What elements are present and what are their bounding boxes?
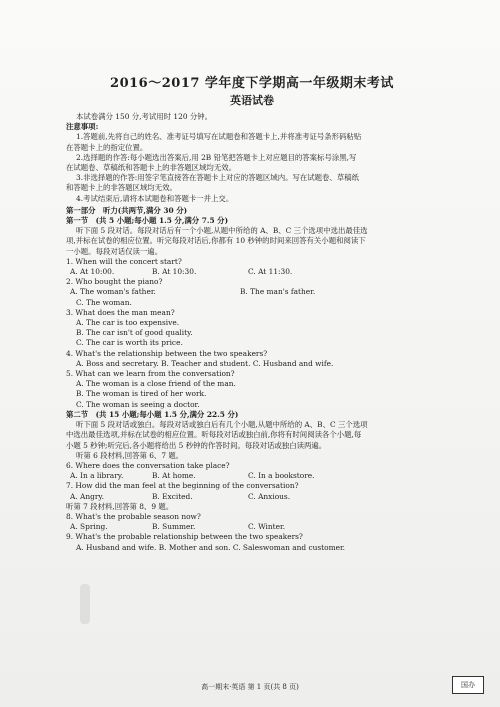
section2-instruction: 小题 5 秒钟;听完后,各小题将给出 5 秒钟的作答时间。每段对话或独白读两遍。 bbox=[66, 440, 327, 450]
question-stem: 6. Where does the conversation take place? bbox=[66, 460, 230, 470]
option-b: B. Excited. bbox=[152, 491, 193, 501]
option-a: A. In a library. bbox=[70, 471, 124, 481]
option-c: C. The woman. bbox=[76, 297, 132, 307]
notice-line: 1.答题前,先将自己的姓名、准考证号填写在试题卷和答题卡上,并将准考证号条形码粘贴 bbox=[76, 132, 362, 142]
option-a: A. The woman is a close friend of the man. bbox=[76, 379, 236, 389]
question-options: A. Husband and wife. B. Mother and son. C. Saleswoman and customer. bbox=[76, 542, 346, 552]
option-b: B. The woman is tired of her work. bbox=[76, 389, 207, 399]
section2-material-note: 听第 6 段材料,回答第 6、7 题。 bbox=[76, 450, 184, 460]
scoring-note: 本试卷满分 150 分,考试用时 120 分钟。 bbox=[76, 112, 213, 121]
option-c: C. Winter. bbox=[248, 522, 286, 532]
question-stem: 3. What does the man mean? bbox=[66, 307, 175, 317]
option-a: A. The car is too expensive. bbox=[76, 318, 180, 328]
option-b: B. The man's father. bbox=[240, 287, 316, 297]
option-c: C. At 11:30. bbox=[248, 267, 293, 277]
page-footer: 高一期末·英语 第 1 页(共 8 页) bbox=[201, 683, 299, 691]
option-c: C. In a bookstore. bbox=[248, 471, 315, 481]
question-stem: 1. When will the concert start? bbox=[66, 256, 182, 266]
section1-heading: 第一节 (共 5 小题;每小题 1.5 分,满分 7.5 分) bbox=[66, 216, 229, 226]
option-c: C. The car is worth its price. bbox=[76, 338, 183, 348]
question-stem: 8. What's the probable season now? bbox=[66, 511, 201, 521]
exam-subtitle: 英语试卷 bbox=[230, 94, 274, 107]
corner-stamp: 国办 bbox=[452, 676, 484, 694]
option-c: C. The woman is seeing a doctor. bbox=[76, 399, 200, 409]
question-options bbox=[66, 522, 438, 532]
notice-line: 在试题卷、草稿纸和答题卡上的非答题区域均无效。 bbox=[66, 163, 236, 173]
option-a: A. Angry. bbox=[70, 491, 104, 501]
notice-line: 4.考试结束后,请将本试题卷和答题卡一并上交。 bbox=[76, 193, 234, 203]
question-stem: 4. What's the relationship between the two speakers? bbox=[66, 348, 268, 358]
notice-line: 在答题卡上的指定位置。 bbox=[66, 142, 148, 152]
option-b: B. At 10:30. bbox=[152, 267, 197, 277]
page-content bbox=[66, 76, 438, 553]
question-options bbox=[66, 287, 438, 297]
question-stem: 9. What's the probable relationship between the two speakers? bbox=[66, 532, 303, 542]
part1-heading: 第一部分 听力(共两节,满分 30 分) bbox=[66, 205, 188, 215]
material-note: 听第 7 段材料,回答第 8、9 题。 bbox=[66, 501, 174, 511]
question-stem: 5. What can we learn from the conversation? bbox=[66, 369, 235, 379]
section2-heading: 第二节 (共 15 小题;每小题 1.5 分,满分 22.5 分) bbox=[66, 409, 239, 419]
scan-smudge bbox=[80, 584, 90, 624]
notice-title: 注意事项: bbox=[66, 122, 99, 132]
notice-line: 和答题卡上的非答题区域均无效。 bbox=[66, 183, 177, 193]
question-stem: 7. How did the man feel at the beginning of the conversation? bbox=[66, 481, 299, 491]
notice-line: 2.选择题的作答:每小题选出答案后,用 2B 铅笔把答题卡上对应题目的答案标号涂黑,写 bbox=[76, 152, 357, 162]
question-options bbox=[66, 492, 438, 502]
option-c: C. Anxious. bbox=[248, 491, 291, 501]
exam-title: 2016～2017 学年度下学期高一年级期末考试 bbox=[110, 76, 394, 91]
option-a: A. Spring. bbox=[70, 522, 108, 532]
section1-instruction: 听下面 5 段对话。每段对话后有一个小题,从题中所给的 A、B、C 三个选项中选出最佳选 bbox=[76, 226, 368, 236]
section1-instruction: 项,并标在试卷的相应位置。听完每段对话后,你都有 10 秒钟的时间来回答有关小题和阅读下 bbox=[66, 236, 366, 246]
section2-instruction: 听下面 5 段对话或独白。每段对话或独白后有几个小题,从题中所给的 A、B、C 三个选项 bbox=[76, 420, 368, 430]
option-a: A. At 10:00. bbox=[70, 267, 115, 277]
section2-instruction: 中选出最佳选项,并标在试卷的相应位置。听每段对话或独白前,你将有时间阅读各个小题,每 bbox=[66, 430, 362, 440]
question-options bbox=[66, 267, 438, 277]
question-options bbox=[66, 471, 438, 481]
notice-line: 3.非选择题的作答:用签字笔直接答在答题卡上对应的答题区域内。写在试题卷、草稿纸 bbox=[76, 173, 359, 183]
question-options: A. Boss and secretary. B. Teacher and student. C. Husband and wife. bbox=[76, 358, 334, 368]
section1-instruction: 一小题。每段对话仅读一遍。 bbox=[66, 246, 163, 256]
option-b: B. At home. bbox=[152, 471, 196, 481]
question-stem: 2. Who bought the piano? bbox=[66, 277, 163, 287]
option-a: A. The woman's father. bbox=[70, 287, 156, 297]
option-b: B. The car isn't of good quality. bbox=[76, 328, 193, 338]
option-b: B. Summer. bbox=[152, 522, 196, 532]
